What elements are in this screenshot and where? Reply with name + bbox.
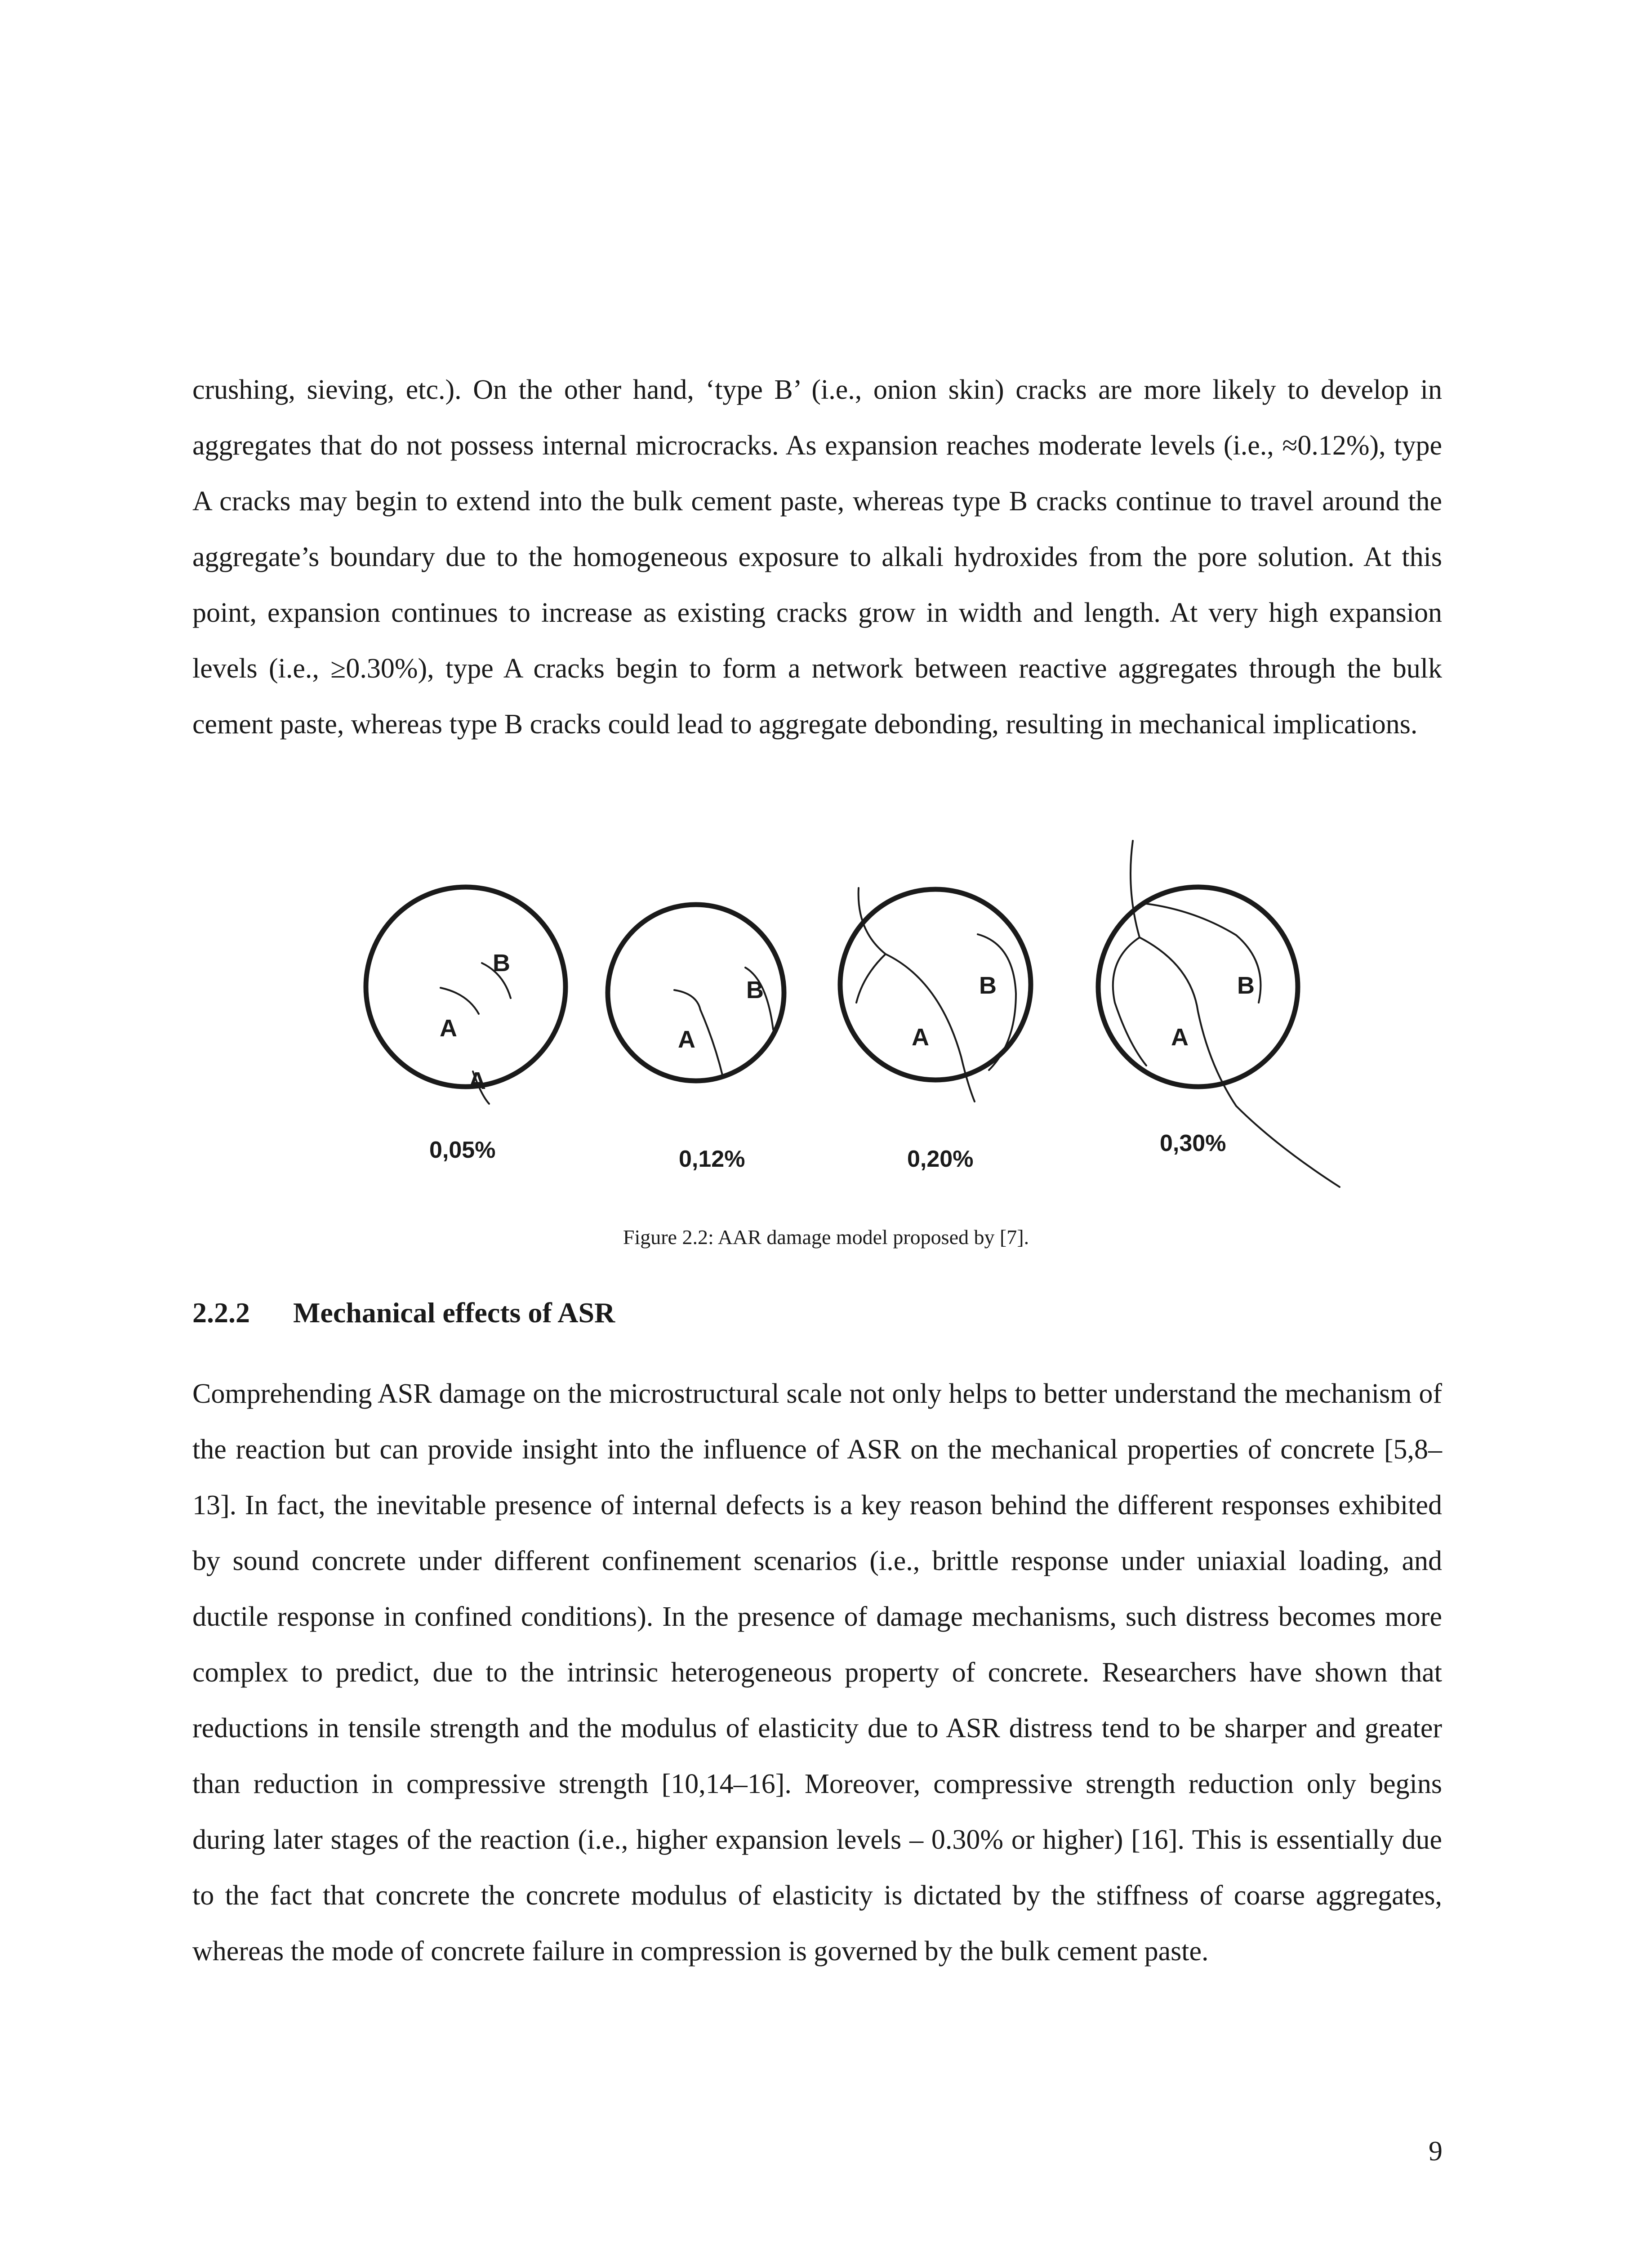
expansion-value-4: 0,30%: [1160, 1130, 1226, 1156]
crack-a-panel-2: [674, 990, 700, 1010]
label-b-panel-4: B: [1237, 972, 1255, 999]
label-a-panel-1: A: [440, 1015, 457, 1042]
label-a-panel-4: A: [1171, 1024, 1189, 1051]
label-b-panel-3: B: [979, 972, 997, 999]
label-a-panel-3: A: [912, 1024, 929, 1051]
section-title: Mechanical effects of ASR: [293, 1297, 615, 1329]
label-a2-panel-1: A: [468, 1067, 486, 1094]
crack-a-1: [441, 988, 479, 1014]
aar-damage-figure: [355, 832, 1362, 1191]
section-heading: [192, 1295, 615, 1331]
label-a-panel-2: A: [678, 1026, 695, 1053]
figure-caption: Figure 2.2: AAR damage model proposed by [7].: [623, 1226, 1029, 1249]
label-b-panel-2: B: [746, 977, 764, 1004]
expansion-value-3: 0,20%: [907, 1146, 974, 1172]
expansion-value-1: 0,05%: [429, 1137, 496, 1163]
aar-damage-diagram: [355, 832, 1362, 1191]
label-b-panel-1: B: [493, 950, 510, 977]
crack-b-panel-3: [978, 934, 1016, 1070]
section-number: 2.2.2: [192, 1297, 250, 1329]
body-paragraph-2: Comprehending ASR damage on the microstructural scale not only helps to better understand the mechanism of the reaction but can provide insight into the influence of ASR on the mechanical properties of concrete [5,8–13]. In fact, the inevitable presence of internal defects is a key reason behind the different responses exhibited by sound concrete under different confinement scenarios (i.e., brittle response under uniaxial loading, and ductile response in confined conditions). In the presence of damage mechanisms, such distress becomes more complex to predict, due to the intrinsic heterogeneous property of concrete. Researchers have shown that reductions in tensile strength and the modulus of elasticity due to ASR distress tend to be sharper and greater than reduction in compressive strength [10,14–16]. Moreover, compressive strength reduction only begins during later stages of the reaction (i.e., higher expansion levels – 0.30% or higher) [16]. This is essentially due to the fact that concrete the concrete modulus of elasticity is dictated by the stiffness of coarse aggregates, whereas the mode of concrete failure in compression is governed by the bulk cement paste.: [192, 1378, 1442, 1967]
aggregate-circle-1: [366, 887, 566, 1087]
crack-branch-panel-3: [856, 954, 886, 1003]
body-paragraph-1: crushing, sieving, etc.). On the other hand, ‘type B’ (i.e., onion skin) cracks are more likely to develop in aggregates that do not possess internal microcracks. As expansion reaches moderate levels (i.e., ≈0.12%), type A cracks may begin to extend into the bulk cement paste, whereas type B cracks continue to travel around the aggregate’s boundary due to the homogeneous exposure to alkali hydroxides from the pore solution. At this point, expansion continues to increase as existing cracks grow in width and length. At very high expansion levels (i.e., ≥0.30%), type A cracks begin to form a network between reactive aggregates through the bulk cement paste, whereas type B cracks could lead to aggregate debonding, resulting in mechanical implications.: [192, 375, 1442, 740]
crack-a-panel-2-extension: [700, 1010, 723, 1077]
expansion-value-2: 0,12%: [679, 1146, 745, 1172]
page-number: 9: [1429, 2136, 1443, 2167]
crack-network-panel-3: [859, 888, 975, 1102]
